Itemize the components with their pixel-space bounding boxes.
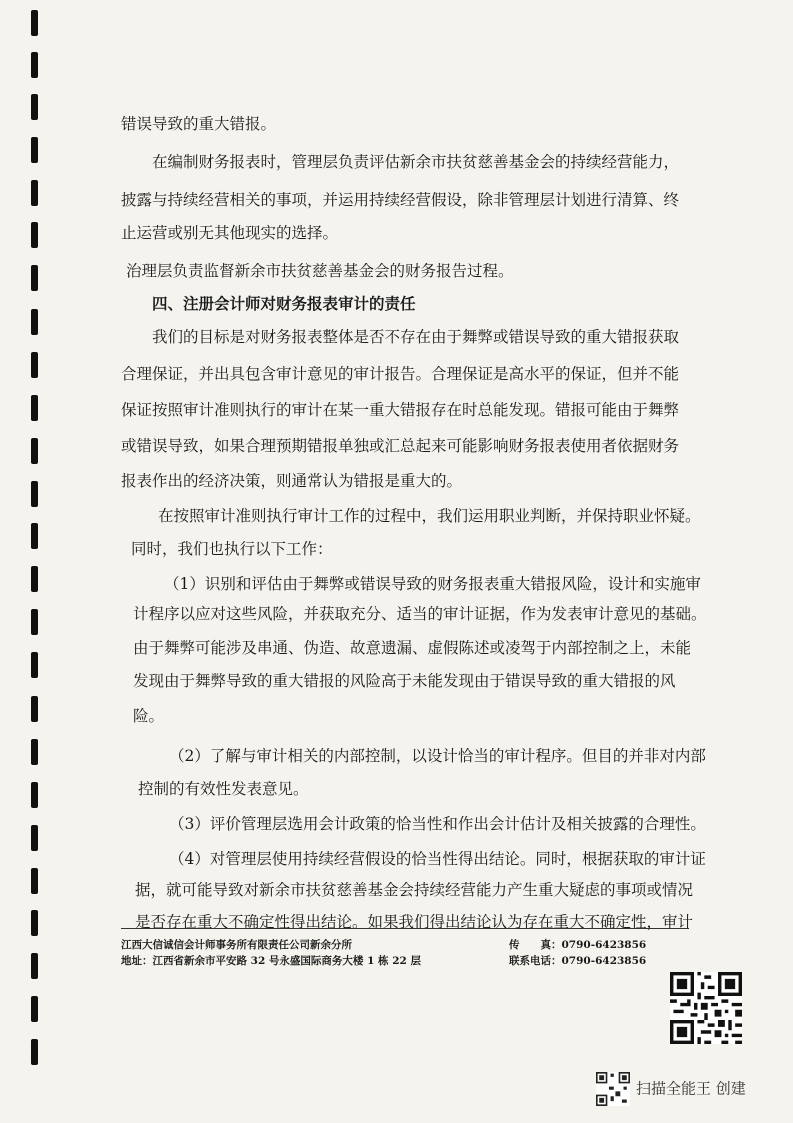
- scanner-logo-icon: [596, 1072, 630, 1106]
- text-line: 据，就可能导致对新余市扶贫慈善基金会持续经营能力产生重大疑虑的事项或情况: [135, 881, 694, 899]
- text-line: （1）识别和评估由于舞弊或错误导致的财务报表重大错报风险，设计和实施审: [164, 575, 701, 593]
- text-line: 计程序以应对这些风险，并获取充分、适当的审计证据，作为发表审计意见的基础。: [133, 605, 707, 623]
- text-line: 在编制财务报表时，管理层负责评估新余市扶贫慈善基金会的持续经营能力，: [152, 153, 680, 171]
- binding-hole: [31, 782, 38, 808]
- binding-hole: [31, 438, 38, 464]
- scanner-watermark: [596, 1072, 746, 1106]
- text-line: 由于舞弊可能涉及串通、伪造、故意遗漏、虚假陈述或凌驾于内部控制之上，未能: [133, 639, 692, 657]
- text-line: 控制的有效性发表意见。: [138, 780, 309, 798]
- text-line: 发现由于舞弊导致的重大错报的风险高于未能发现由于错误导致的重大错报的风: [133, 672, 676, 690]
- binding-hole: [31, 1039, 38, 1065]
- text-line: 治理层负责监督新余市扶贫慈善基金会的财务报告过程。: [126, 262, 514, 280]
- text-line: 合理保证，并出具包含审计意见的审计报告。合理保证是高水平的保证，但并不能: [121, 365, 680, 383]
- text-line: 同时，我们也执行以下工作：: [131, 540, 333, 558]
- qr-code-icon: [670, 972, 742, 1044]
- binding-hole: [31, 352, 38, 378]
- firm-name: 江西大信诚信会计师事务所有限责任公司新余分所: [121, 939, 352, 951]
- binding-holes: [31, 0, 43, 1123]
- binding-hole: [31, 652, 38, 678]
- text-line: 披露与持续经营相关的事项，并运用持续经营假设，除非管理层计划进行清算、终: [121, 191, 680, 209]
- text-line: 止运营或别无其他现实的选择。: [121, 224, 339, 242]
- binding-hole: [31, 609, 38, 635]
- binding-hole: [31, 739, 38, 765]
- phone-number: 联系电话：0790-6423856: [509, 955, 647, 967]
- binding-hole: [31, 996, 38, 1022]
- section-heading: 四、注册会计师对财务报表审计的责任: [152, 294, 416, 313]
- binding-hole: [31, 868, 38, 894]
- binding-hole: [31, 825, 38, 851]
- binding-hole: [31, 10, 38, 36]
- binding-hole: [31, 696, 38, 722]
- binding-hole: [31, 265, 38, 291]
- binding-hole: [31, 566, 38, 592]
- fax-number: 传 真：0790-6423856: [509, 939, 647, 951]
- text-line: 是否存在重大不确定性得出结论。如果我们得出结论认为存在重大不确定性，审计: [135, 913, 694, 931]
- firm-address: 地址：江西省新余市平安路 32 号永盛国际商务大楼 1 栋 22 层: [121, 955, 421, 967]
- text-line: 错误导致的重大错报。: [121, 115, 277, 133]
- text-line: （4）对管理层使用持续经营假设的恰当性得出结论。同时，根据获取的审计证: [169, 850, 706, 868]
- binding-hole: [31, 52, 38, 78]
- binding-hole: [31, 910, 38, 936]
- scanner-brand-text: 扫描全能王 创建: [636, 1079, 746, 1098]
- text-line: 或错误导致，如果合理预期错报单独或汇总起来可能影响财务报表使用者依据财务: [121, 437, 680, 455]
- text-line: （2）了解与审计相关的内部控制，以设计恰当的审计程序。但目的并非对内部: [169, 747, 706, 765]
- text-line: 保证按照审计准则执行的审计在某一重大错报存在时总能发现。错报可能由于舞弊: [121, 401, 680, 419]
- text-line: 险。: [133, 707, 165, 725]
- binding-hole: [31, 523, 38, 549]
- binding-hole: [31, 481, 38, 507]
- text-line: 在按照审计准则执行审计工作的过程中，我们运用职业判断，并保持职业怀疑。: [158, 507, 701, 525]
- text-line: 报表作出的经济决策，则通常认为错报是重大的。: [121, 472, 463, 490]
- binding-hole: [31, 137, 38, 163]
- binding-hole: [31, 94, 38, 120]
- text-line: 我们的目标是对财务报表整体是否不存在由于舞弊或错误导致的重大错报获取: [152, 328, 680, 346]
- text-line: （3）评价管理层选用会计政策的恰当性和作出会计估计及相关披露的合理性。: [169, 815, 706, 833]
- binding-hole: [31, 222, 38, 248]
- binding-hole: [31, 395, 38, 421]
- binding-hole: [31, 953, 38, 979]
- binding-hole: [31, 180, 38, 206]
- binding-hole: [31, 309, 38, 335]
- page-footer: [121, 928, 689, 967]
